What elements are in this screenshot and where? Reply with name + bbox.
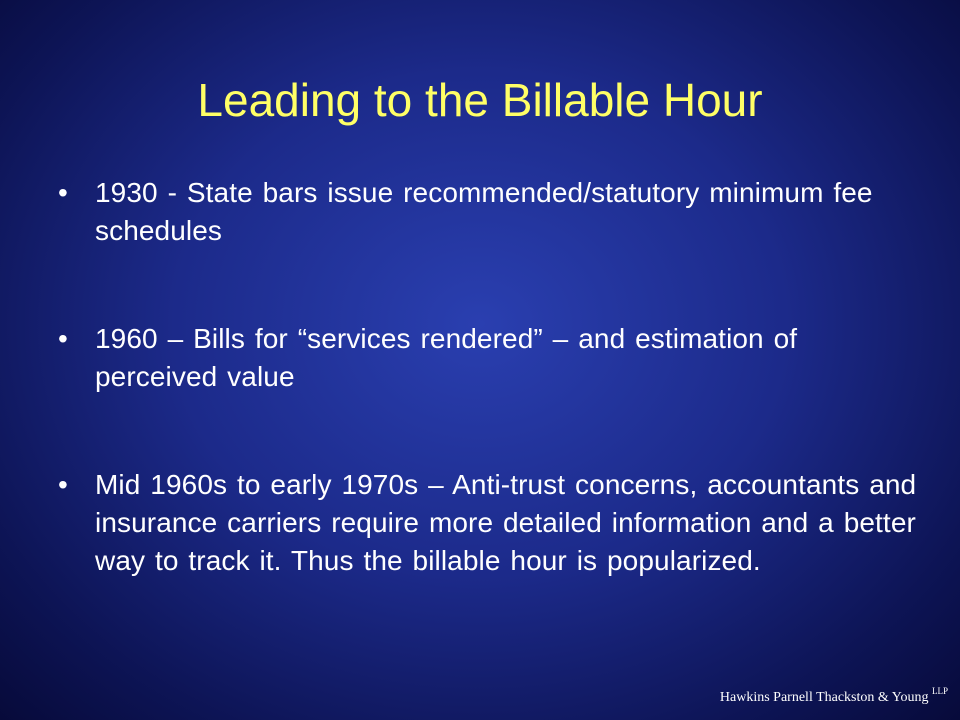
bullet-text: 1930 - State bars issue recommended/statutory minimum fee schedules	[95, 177, 873, 246]
bullet-icon: •	[58, 469, 68, 500]
bullet-list	[58, 174, 918, 580]
bullet-item	[58, 174, 918, 250]
bullet-icon: •	[58, 323, 68, 354]
bullet-item	[58, 320, 918, 396]
slide-title: Leading to the Billable Hour	[197, 74, 763, 126]
bullet-text: 1960 – Bills for “services rendered” – and estimation of perceived value	[95, 323, 798, 392]
firm-suffix: LLP	[931, 686, 948, 696]
firm-name: Hawkins Parnell Thackston & Young	[719, 690, 929, 705]
bullet-item	[58, 466, 918, 580]
firm-footer	[719, 686, 948, 706]
bullet-text: Mid 1960s to early 1970s – Anti-trust concerns, accountants and insurance carriers require more detailed information and a better way to track it. Thus the billable hour is popularized.	[95, 469, 917, 576]
bullet-icon: •	[58, 177, 68, 208]
